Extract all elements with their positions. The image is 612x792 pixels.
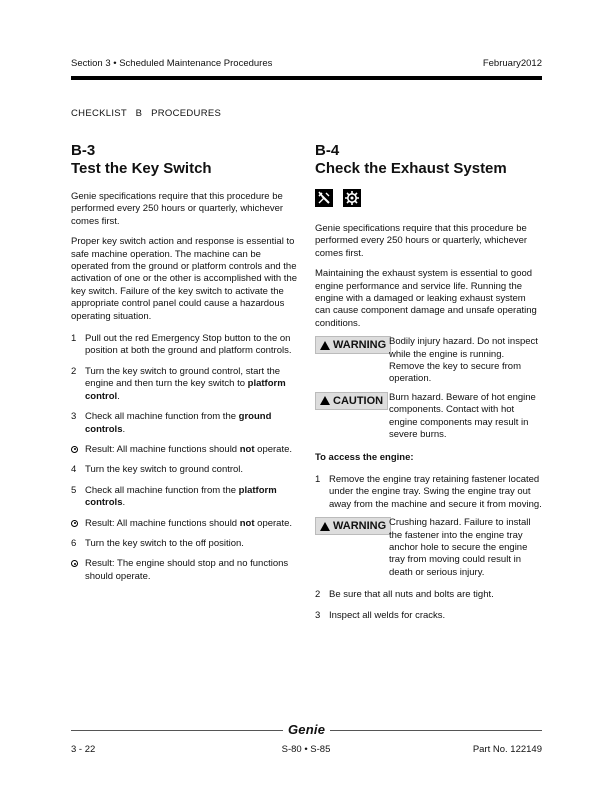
caution-block <box>315 392 542 442</box>
caution-text: Burn hazard. Beware of hot engine components. Contact with hot engine components may result in severe burns. <box>389 391 536 441</box>
step-number: 3 <box>71 411 77 423</box>
model-number: S-80 • S-85 <box>281 744 331 755</box>
page-number: 3 - 22 <box>71 744 96 755</box>
step-text: Check all machine function from the platform controls. <box>85 484 277 509</box>
footer-rule-right <box>330 730 542 731</box>
step-text: Turn the key switch to ground control. <box>85 464 244 476</box>
result-text: Result: All machine functions should not operate. <box>85 443 293 455</box>
step-number: 4 <box>71 464 77 476</box>
part-number: Part No. 122149 <box>472 744 542 755</box>
step-text: Turn the key switch to ground control, start the engine and then turn the key switch to platform control. <box>85 365 286 402</box>
footer-rule-left <box>71 730 283 731</box>
warning-triangle-icon <box>320 522 330 531</box>
result-2 <box>71 518 297 530</box>
step-text: Be sure that all nuts and bolts are tight. <box>329 589 494 601</box>
section-title: Check the Exhaust System <box>315 160 507 177</box>
step-1 <box>71 333 297 358</box>
access-step-1 <box>315 474 542 511</box>
checklist-subheader: CHECKLIST B PROCEDURES <box>71 108 222 119</box>
step-4 <box>71 464 297 476</box>
genie-logo: Genie <box>288 722 326 737</box>
gear-icon <box>343 189 361 207</box>
section-title: Test the Key Switch <box>71 160 212 177</box>
step-text: Remove the engine tray retaining fastener located under the engine tray. Swing the engine tray out away from the machine and secure it from moving. <box>329 473 542 510</box>
step-number: 1 <box>315 473 321 485</box>
step-text: Inspect all welds for cracks. <box>329 609 446 621</box>
wrench-icon <box>315 189 333 207</box>
section-b4 <box>315 142 542 622</box>
warning-badge: WARNING <box>315 517 391 535</box>
result-icon <box>71 518 85 530</box>
step-5 <box>71 485 297 510</box>
result-icon <box>71 558 85 583</box>
step-number: 1 <box>71 333 77 345</box>
section-id: B-4 <box>315 142 340 159</box>
caution-triangle-icon <box>320 396 330 405</box>
result-icon <box>71 444 85 456</box>
result-3 <box>71 558 297 583</box>
step-6 <box>71 538 297 550</box>
step-number: 6 <box>71 537 77 549</box>
intro-paragraph: Genie specifications require that this procedure be performed every 250 hours or quarterly, whichever comes first. <box>315 223 528 259</box>
warning-triangle-icon <box>320 341 330 350</box>
step-2 <box>71 366 297 403</box>
access-step-3 <box>315 610 542 622</box>
warning-block-1 <box>315 336 542 386</box>
access-heading: To access the engine: <box>315 451 414 463</box>
access-step-2 <box>315 589 542 601</box>
body-paragraph: Proper key switch action and response is essential to safe machine operation. The machine can be operated from the ground or platform controls and the activation of one or the other is accomplished with the key switch. Failure of the key switch to activate the appropriate control panel could cause a hazardous operating situation. <box>71 236 298 322</box>
tool-icons <box>315 189 542 207</box>
result-text: Result: All machine functions should not operate. <box>85 517 293 529</box>
warning-badge: WARNING <box>315 336 391 354</box>
result-text: Result: The engine should stop and no functions should operate. <box>85 558 289 582</box>
step-number: 3 <box>315 609 321 621</box>
caution-badge: CAUTION <box>315 392 388 410</box>
header-date: February2012 <box>482 58 542 69</box>
step-3 <box>71 411 297 436</box>
step-text: Pull out the red Emergency Stop button to the on position at both the ground and platform controls. <box>85 333 292 357</box>
header-section: Section 3 • Scheduled Maintenance Procedures <box>71 58 273 69</box>
section-b3 <box>71 142 297 583</box>
warning-block-2 <box>315 517 542 579</box>
warning-text: Bodily injury hazard. Do not inspect while the engine is running. Remove the key to secure from operation. <box>389 336 538 385</box>
intro-paragraph: Genie specifications require that this procedure be performed every 250 hours or quarterly, whichever comes first. <box>71 191 284 227</box>
section-id: B-3 <box>71 142 96 159</box>
result-1 <box>71 444 297 456</box>
step-text: Turn the key switch to the off position. <box>85 537 244 549</box>
step-number: 5 <box>71 484 77 496</box>
body-paragraph: Maintaining the exhaust system is essential to good engine performance and service life. Running the engine with a damaged or leaking exhaust system can cause component damage and unsafe operating conditions. <box>315 268 537 329</box>
step-text: Check all machine function from the ground controls. <box>85 411 272 435</box>
step-number: 2 <box>315 589 321 601</box>
step-number: 2 <box>71 365 77 377</box>
warning-text: Crushing hazard. Failure to install the fastener into the engine tray anchor hole to secure the engine tray from moving could result in death or serious injury. <box>389 517 531 578</box>
header-rule <box>71 76 542 80</box>
